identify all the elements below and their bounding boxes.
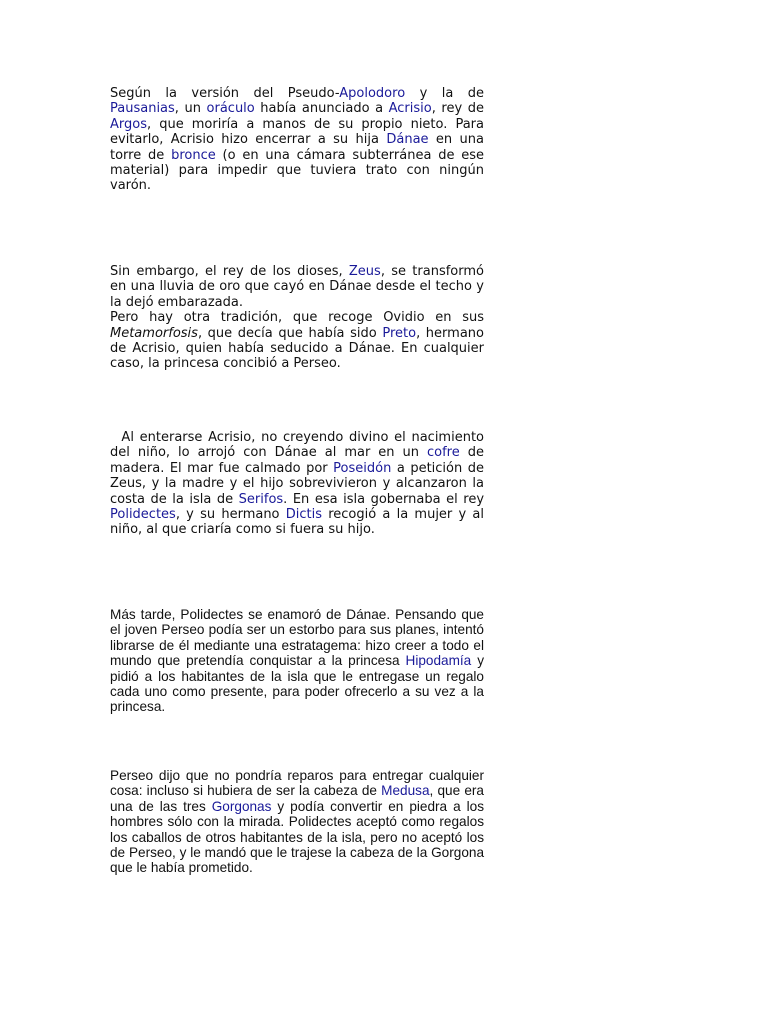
text-run: , que era una de las tres: [110, 783, 484, 814]
text-run: de madera. El mar fue calmado por: [110, 445, 484, 476]
text-run: , que moriría a manos de su propio nieto. Para evitarlo, Acrisio hizo encerrar a su hija: [110, 116, 484, 148]
link-medusa[interactable]: Medusa: [381, 783, 430, 799]
text-run: Pero hay otra tradición, que recoge Ovidio en sus: [110, 310, 484, 326]
text-run: y la de: [405, 86, 484, 101]
text-run: y podía convertir en piedra a los hombres sólo con la mirada. Polidectes aceptó como regalos los caballos de otros habitantes de la isla, pero no aceptó los de Perseo, y le mandó que le trajese la cabeza de la Gorgona que le había prometido.: [110, 798, 484, 876]
italic-title: Metamorfosis: [110, 325, 198, 341]
text-run: , un: [174, 101, 207, 117]
text-run: Perseo dijo que no pondría reparos para entregar cualquier cosa: incluso si hubiera de ser la cabeza de: [110, 768, 484, 799]
link-oráculo[interactable]: oráculo: [206, 101, 255, 117]
link-polidectes[interactable]: Polidectes: [110, 507, 176, 523]
link-dánae[interactable]: Dánae: [386, 132, 429, 148]
text-run: , hermano de Acrisio, quien había seducido a Dánae. En cualquier caso, la princesa concibió a Perseo.: [110, 325, 484, 372]
link-cofre[interactable]: cofre: [427, 445, 460, 461]
text-run: Al enterarse Acrisio, no creyendo divino el nacimiento del niño, lo arrojó con Dánae al mar en un: [110, 430, 484, 461]
link-pausanias[interactable]: Pausanias: [110, 101, 175, 117]
link-poseidón[interactable]: Poseidón: [333, 460, 392, 476]
text-run: , rey de: [431, 101, 484, 117]
text-run: había anunciado a: [254, 101, 389, 117]
text-run: , que decía que había sido: [197, 325, 383, 341]
paragraph-polidectes: [110, 607, 484, 715]
link-bronce[interactable]: bronce: [171, 147, 216, 163]
text-run: Más tarde, Polidectes se enamoró de Dánae. Pensando que el joven Perseo podía ser un estorbo para sus planes, intentó librarse de él mediante una estratagema: hizo creer a todo el mundo que pretendía conquistar a la princesa: [110, 607, 484, 669]
link-acrisio[interactable]: Acrisio: [388, 101, 432, 117]
link-apolodoro[interactable]: Apolodoro: [339, 86, 406, 101]
text-run: Según la versión del Pseudo-: [110, 86, 340, 101]
paragraph-medusa: [110, 768, 484, 876]
text-run: Sin embargo, el rey de los dioses,: [110, 264, 349, 279]
link-hipodamía[interactable]: Hipodamía: [405, 653, 472, 669]
text-run: . En esa isla gobernaba el rey: [283, 491, 485, 507]
link-argos[interactable]: Argos: [110, 116, 147, 132]
text-run: recogió a la mujer y al niño, al que criaría como si fuera su hijo.: [110, 507, 484, 538]
paragraph-zeus: [110, 264, 484, 372]
link-preto[interactable]: Preto: [382, 325, 417, 341]
link-dictis[interactable]: Dictis: [285, 507, 322, 523]
link-gorgonas[interactable]: Gorgonas: [211, 798, 272, 814]
text-run: y pidió a los habitantes de la isla que le entregase un regalo cada uno como presente, para poder ofrecerlo a su vez a la princesa.: [110, 653, 484, 715]
text-run: , se transformó en una lluvia de oro que cayó en Dánae desde el techo y la dejó embarazada.: [110, 264, 484, 310]
paragraph-oracle: [110, 86, 484, 194]
link-zeus[interactable]: Zeus: [348, 264, 381, 279]
text-run: (o en una cámara subterránea de ese material) para impedir que tuviera trato con ningún varón.: [110, 147, 484, 194]
text-run: , y su hermano: [175, 507, 286, 523]
text-run: a petición de Zeus, y la madre y el hijo sobrevivieron y alcanzaron la costa de la isla de: [110, 460, 485, 507]
text-run: en una torre de: [110, 132, 484, 163]
link-serifos[interactable]: Serifos: [238, 491, 284, 507]
paragraph-cofre: [110, 430, 484, 538]
